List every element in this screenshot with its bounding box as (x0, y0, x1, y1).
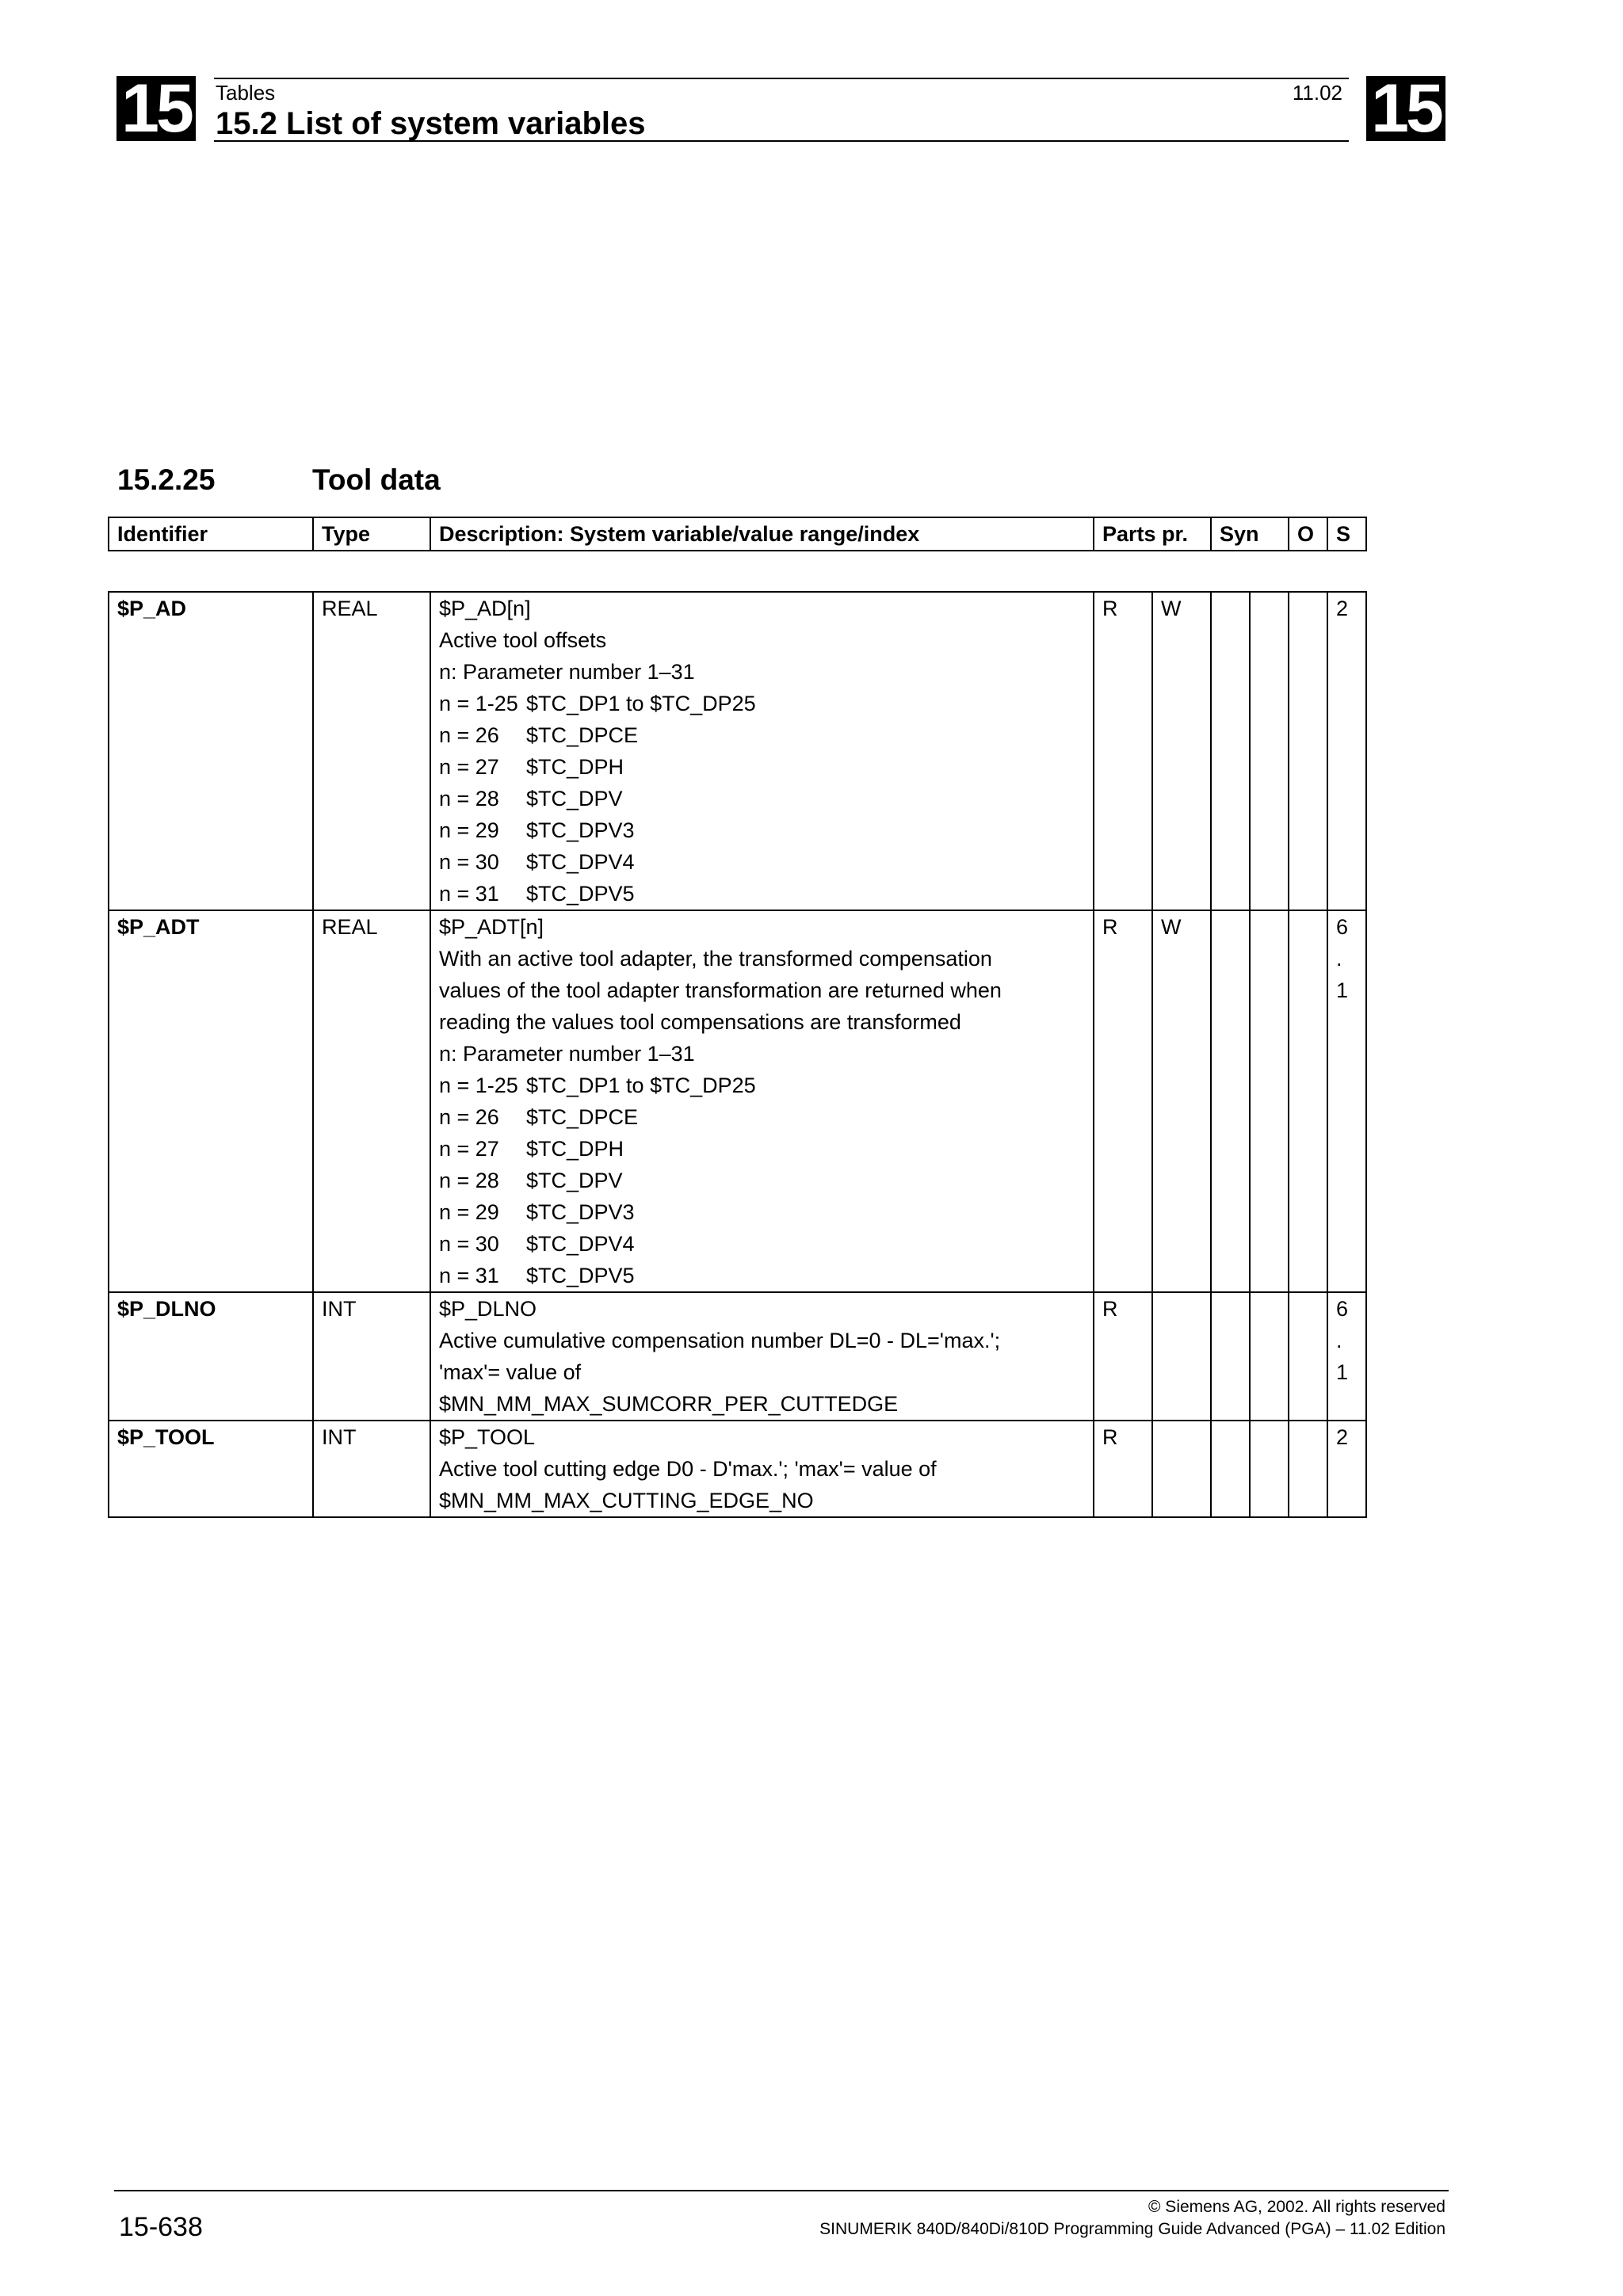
type-cell: INT (313, 1292, 430, 1421)
table-row (109, 1421, 1366, 1517)
parts-r-cell: R (1094, 1292, 1152, 1421)
description-line: $P_ADT[n] (439, 915, 544, 939)
header-edition: 11.02 (1292, 81, 1342, 105)
header-section-label: Tables (216, 81, 276, 105)
o-cell (1289, 1292, 1327, 1421)
parts-w-cell: W (1152, 592, 1211, 910)
description-line: $P_AD[n] (439, 597, 531, 620)
s-value-line: . (1336, 947, 1342, 971)
description-cell (430, 592, 1094, 910)
description-line: n: Parameter number 1–31 (439, 660, 695, 684)
description-line: n = 1-25 $TC_DP1 to $TC_DP25 (439, 692, 756, 715)
description-line: $MN_MM_MAX_CUTTING_EDGE_NO (439, 1489, 814, 1512)
description-cell (430, 910, 1094, 1292)
type-cell: INT (313, 1421, 430, 1517)
description-line: reading the values tool compensations are transformed (439, 1010, 961, 1034)
description-line: Active tool offsets (439, 628, 607, 652)
parts-w-cell (1152, 1421, 1211, 1517)
s-value-line: 2 (1336, 1425, 1349, 1449)
description-line: $P_DLNO (439, 1297, 537, 1321)
identifier-cell: $P_DLNO (109, 1292, 313, 1421)
chapter-badge-right: 15 (1366, 76, 1445, 141)
description-line: n = 1-25 $TC_DP1 to $TC_DP25 (439, 1074, 756, 1097)
parts-w-cell (1152, 1292, 1211, 1421)
description-line: n = 26 $TC_DPCE (439, 1105, 639, 1129)
syn-cell-b (1250, 592, 1289, 910)
footer-document-title: SINUMERIK 840D/840Di/810D Programming Guide Advanced (PGA) – 11.02 Edition (819, 2220, 1445, 2238)
column-header-s: S (1327, 517, 1366, 551)
description-line: n = 27 $TC_DPH (439, 755, 624, 779)
column-header-parts: Parts pr. (1094, 517, 1211, 551)
syn-cell-a (1211, 1292, 1250, 1421)
description-line: n = 28 $TC_DPV (439, 1169, 623, 1192)
description-line: n = 29 $TC_DPV3 (439, 1200, 635, 1224)
column-header-description: Description: System variable/value range/index (430, 517, 1094, 551)
column-header-syn: Syn (1211, 517, 1289, 551)
section-title: Tool data (312, 463, 441, 496)
parts-r-cell: R (1094, 1421, 1152, 1517)
description-line: $P_TOOL (439, 1425, 536, 1449)
s-value-line: 1 (1336, 1360, 1349, 1384)
description-line: $MN_MM_MAX_SUMCORR_PER_CUTTEDGE (439, 1392, 899, 1416)
syn-cell-a (1211, 1421, 1250, 1517)
description-line: With an active tool adapter, the transformed compensation (439, 947, 992, 971)
s-cell (1327, 910, 1366, 1292)
s-cell (1327, 1292, 1366, 1421)
s-value-line: 6 (1336, 915, 1349, 939)
description-line: n = 31 $TC_DPV5 (439, 1264, 635, 1287)
description-line: Active tool cutting edge D0 - D'max.'; 'max'= value of (439, 1457, 937, 1481)
s-value-line: . (1336, 1329, 1342, 1352)
column-header-row (109, 517, 1366, 551)
parts-r-cell: R (1094, 592, 1152, 910)
column-header-type: Type (313, 517, 430, 551)
description-line: n = 29 $TC_DPV3 (439, 818, 635, 842)
column-header-o: O (1289, 517, 1327, 551)
s-cell (1327, 592, 1366, 910)
description-line: n: Parameter number 1–31 (439, 1042, 695, 1066)
footer-copyright: © Siemens AG, 2002. All rights reserved (1148, 2198, 1445, 2216)
description-line: 'max'= value of (439, 1360, 582, 1384)
syn-cell-b (1250, 910, 1289, 1292)
identifier-cell: $P_TOOL (109, 1421, 313, 1517)
s-value-line: 6 (1336, 1297, 1349, 1321)
type-cell: REAL (313, 910, 430, 1292)
page-number: 15-638 (119, 2212, 203, 2242)
s-value-line: 2 (1336, 597, 1349, 620)
syn-cell-a (1211, 910, 1250, 1292)
description-line: n = 27 $TC_DPH (439, 1137, 624, 1161)
description-line: Active cumulative compensation number DL=0 - DL='max.'; (439, 1329, 1001, 1352)
identifier-cell: $P_AD (109, 592, 313, 910)
s-value-line: 1 (1336, 978, 1349, 1002)
column-header-table (108, 517, 1367, 551)
description-line: n = 31 $TC_DPV5 (439, 882, 635, 906)
o-cell (1289, 910, 1327, 1292)
syn-cell-b (1250, 1292, 1289, 1421)
parts-w-cell: W (1152, 910, 1211, 1292)
o-cell (1289, 1421, 1327, 1517)
o-cell (1289, 592, 1327, 910)
table-row (109, 910, 1366, 1292)
description-line: n = 30 $TC_DPV4 (439, 1232, 635, 1256)
description-line: values of the tool adapter transformation are returned when (439, 978, 1002, 1002)
tool-data-table (108, 591, 1367, 1518)
description-line: n = 26 $TC_DPCE (439, 723, 639, 747)
parts-r-cell: R (1094, 910, 1152, 1292)
type-cell: REAL (313, 592, 430, 910)
section-number: 15.2.25 (117, 463, 216, 496)
s-cell (1327, 1421, 1366, 1517)
header-rule-top (214, 78, 1349, 79)
chapter-badge-left: 15 (116, 76, 196, 141)
identifier-cell: $P_ADT (109, 910, 313, 1292)
table-row (109, 1292, 1366, 1421)
description-cell (430, 1292, 1094, 1421)
column-header-identifier: Identifier (109, 517, 313, 551)
syn-cell-a (1211, 592, 1250, 910)
description-line: n = 28 $TC_DPV (439, 787, 623, 810)
description-line: n = 30 $TC_DPV4 (439, 850, 635, 874)
footer-rule (114, 2190, 1449, 2191)
description-cell (430, 1421, 1094, 1517)
syn-cell-b (1250, 1421, 1289, 1517)
page-title: 15.2 List of system variables (216, 106, 646, 141)
table-row (109, 592, 1366, 910)
